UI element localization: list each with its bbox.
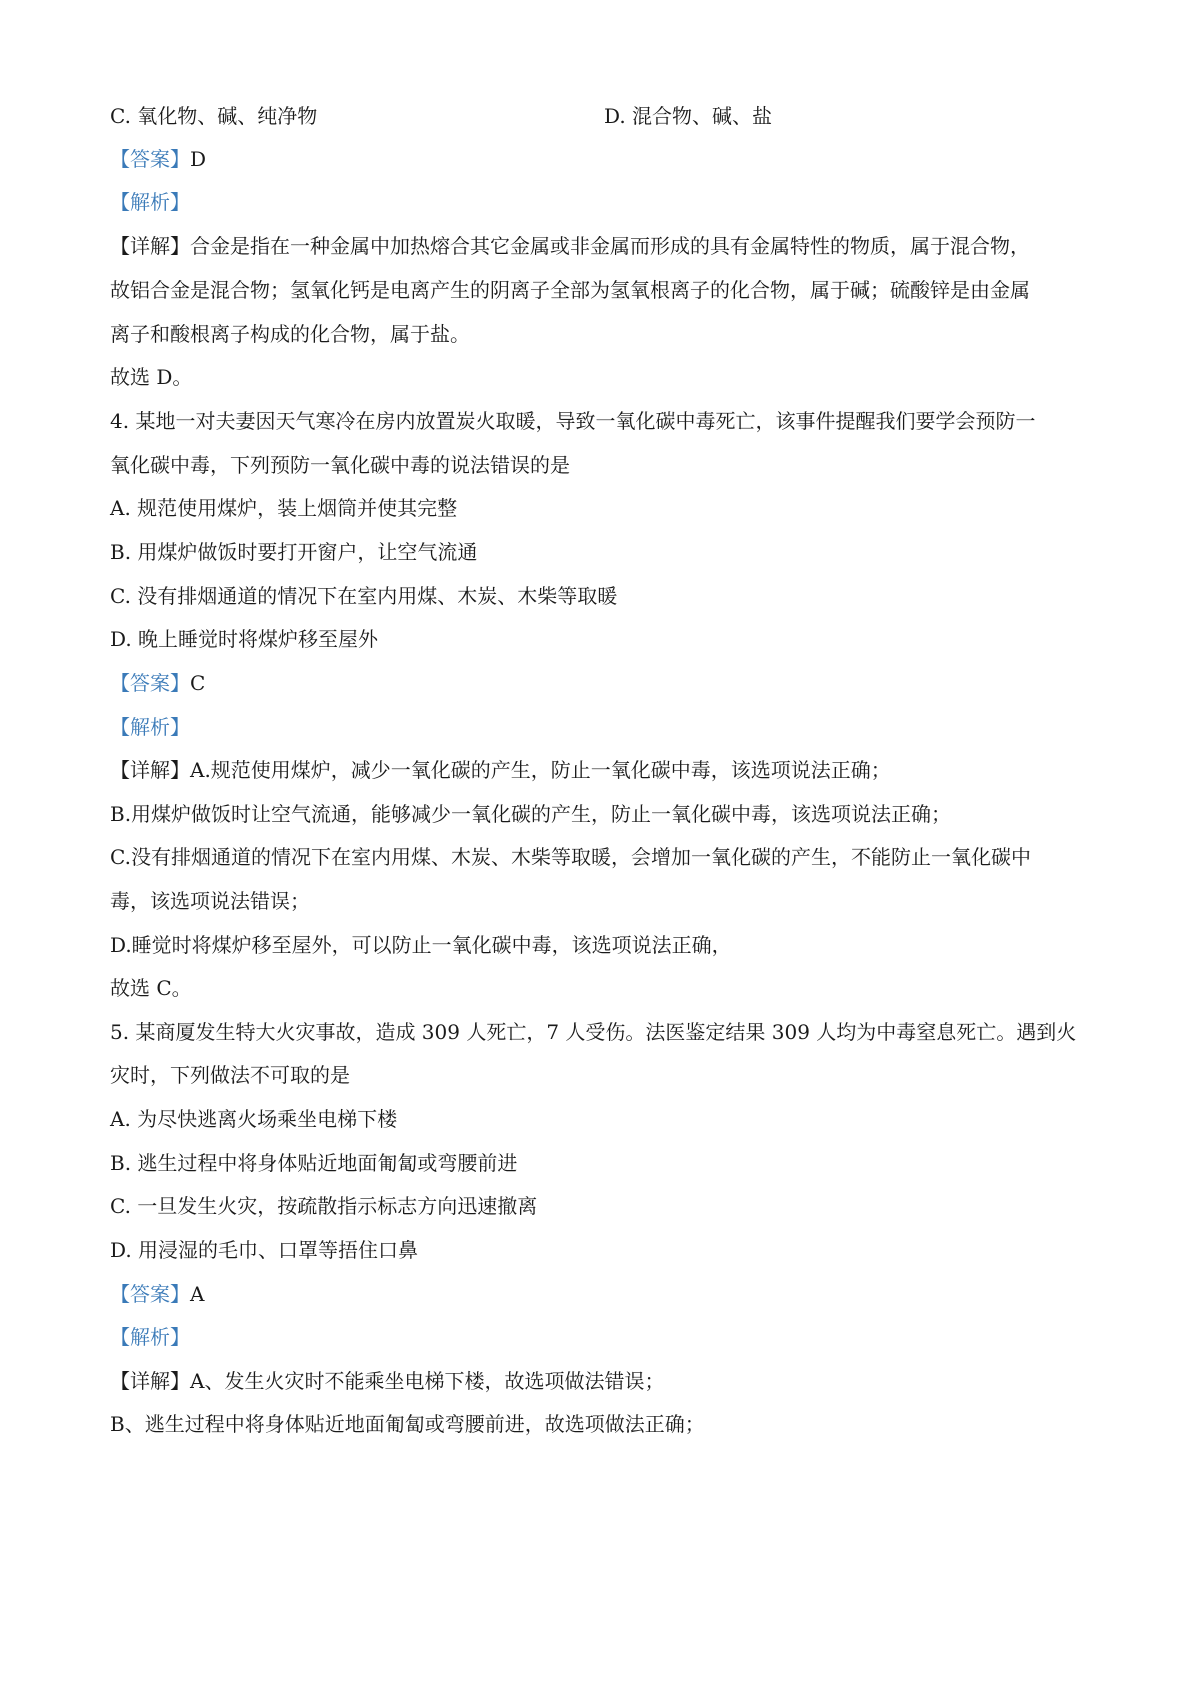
detail-tag: 【详解】: [110, 758, 190, 782]
answer-value: A: [190, 1282, 205, 1306]
q3-option-c: C. 氧化物、碱、纯净物: [110, 104, 318, 128]
q3-detail-line-2: 故铝合金是混合物；氢氧化钙是电离产生的阴离子全部为氢氧根离子的化合物，属于碱；硫酸锌是由金属: [110, 278, 1030, 302]
detail-tag: 【详解】: [110, 234, 190, 258]
q3-detail-line-1: [110, 236, 1030, 256]
q4-stem-line-1: 4. 某地一对夫妻因天气寒冷在房内放置炭火取暖，导致一氧化碳中毒死亡，该事件提醒我们要学会预防一: [110, 409, 1036, 433]
q4-conclusion: 故选 C。: [110, 976, 192, 1000]
q4-detail-line-3: C.没有排烟通道的情况下在室内用煤、木炭、木柴等取暖，会增加一氧化碳的产生，不能防止一氧化碳中: [110, 845, 1031, 869]
q3-detail-line-3: 离子和酸根离子构成的化合物，属于盐。: [110, 322, 470, 346]
q3-analysis-tag: 【解析】: [110, 190, 190, 214]
q4-detail-line-2: B.用煤炉做饭时让空气流通，能够减少一氧化碳的产生，防止一氧化碳中毒，该选项说法正确；: [110, 802, 952, 826]
q3-conclusion: 故选 D。: [110, 365, 193, 389]
answer-tag: 【答案】: [110, 147, 190, 171]
q4-detail-line-4: 毒，该选项说法错误；: [110, 889, 310, 913]
detail-text: 合金是指在一种金属中加热熔合其它金属或非金属而形成的具有金属特性的物质，属于混合物，: [190, 234, 1030, 258]
detail-tag: 【详解】: [110, 1369, 190, 1393]
q4-option-d: D. 晚上睡觉时将煤炉移至屋外: [110, 627, 379, 651]
q5-detail-line-1: [110, 1371, 664, 1391]
answer-value: D: [190, 147, 207, 171]
detail-text: A、发生火灾时不能乘坐电梯下楼，故选项做法错误；: [190, 1369, 665, 1393]
answer-value: C: [190, 671, 206, 695]
q4-detail-line-5: D.睡觉时将煤炉移至屋外，可以防止一氧化碳中毒，该选项说法正确，: [110, 933, 732, 957]
q4-analysis-tag: 【解析】: [110, 715, 190, 739]
q5-analysis-tag: 【解析】: [110, 1325, 190, 1349]
q4-option-b: B. 用煤炉做饭时要打开窗户，让空气流通: [110, 540, 478, 564]
q4-stem-line-2: 氧化碳中毒，下列预防一氧化碳中毒的说法错误的是: [110, 453, 570, 477]
q4-detail-line-1: [110, 760, 891, 780]
q4-option-a: A. 规范使用煤炉，装上烟筒并使其完整: [110, 496, 458, 520]
q5-option-a: A. 为尽快逃离火场乘坐电梯下楼: [110, 1107, 398, 1131]
q5-option-b: B. 逃生过程中将身体贴近地面匍匐或弯腰前进: [110, 1151, 518, 1175]
q5-answer: [110, 1284, 204, 1304]
answer-tag: 【答案】: [110, 671, 190, 695]
q3-option-d: D. 混合物、碱、盐: [604, 104, 773, 128]
q5-option-d: D. 用浸湿的毛巾、口罩等捂住口鼻: [110, 1238, 419, 1262]
q5-option-c: C. 一旦发生火灾，按疏散指示标志方向迅速撤离: [110, 1194, 538, 1218]
q4-option-c: C. 没有排烟通道的情况下在室内用煤、木炭、木柴等取暖: [110, 584, 618, 608]
q5-stem-line-1: 5. 某商厦发生特大火灾事故，造成 309 人死亡，7 人受伤。法医鉴定结果 309 人均为中毒窒息死亡。遇到火: [110, 1020, 1077, 1044]
q4-answer: [110, 673, 205, 693]
detail-text: A.规范使用煤炉，减少一氧化碳的产生，防止一氧化碳中毒，该选项说法正确；: [190, 758, 891, 782]
answer-tag: 【答案】: [110, 1282, 190, 1306]
q3-answer: [110, 149, 206, 169]
q5-stem-line-2: 灾时，下列做法不可取的是: [110, 1063, 350, 1087]
q3-options-row: [110, 106, 1110, 126]
q5-detail-line-2: B、逃生过程中将身体贴近地面匍匐或弯腰前进，故选项做法正确；: [110, 1412, 705, 1436]
